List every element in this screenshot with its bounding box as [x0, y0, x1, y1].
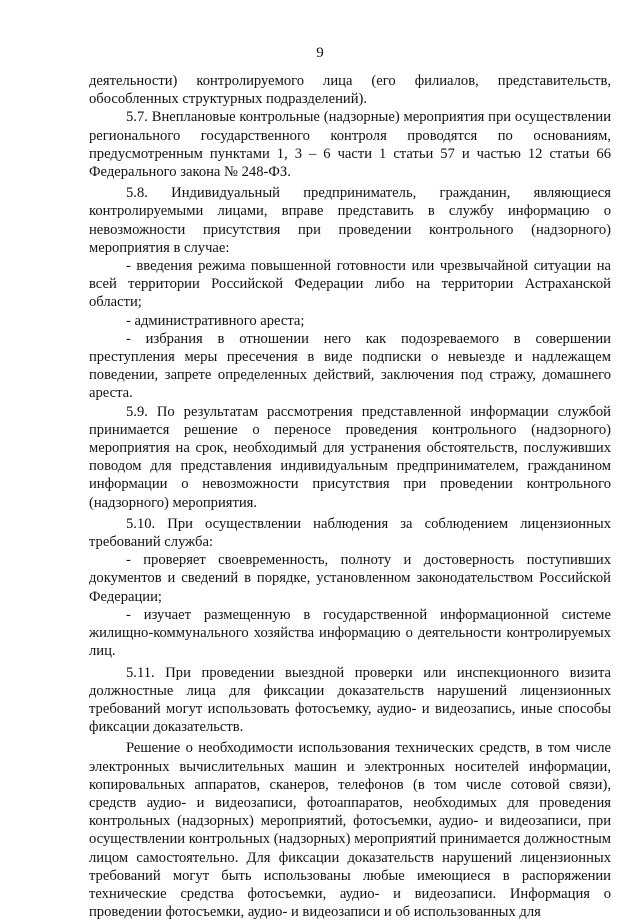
paragraph-5-7: 5.7. Внеплановые контрольные (надзорные) мероприятия при осуществлении регионального государственного контроля проводятся по основаниям, предусмотренным пунктами 1, 3 – 6 части 1 статьи 57 и частью 12 статьи 66 Федерального закона № 248-ФЗ. [89, 109, 611, 181]
paragraph-5-8: 5.8. Индивидуальный предприниматель, гражданин, являющиеся контролируемыми лицами, вправе представить в службу информацию о невозможности присутствия при проведении контрольного (надзорного) мероприятия в случае: [89, 185, 611, 256]
document-body [89, 72, 611, 921]
paragraph-5-11: 5.11. При проведении выездной проверки или инспекционного визита должностные лица для фиксации доказательств нарушений лицензионных требований могут использовать фотосъемку, аудио- и видеозапись, иные способы фиксации доказательств. [89, 664, 611, 736]
list-item-arrest: - административного ареста; [126, 312, 305, 329]
paragraph-5-10: 5.10. При осуществлении наблюдения за соблюдением лицензионных требований служба: [89, 515, 611, 551]
page-number: 9 [316, 45, 324, 61]
list-item-emergency: - введения режима повышенной готовности или чрезвычайной ситуации на всей территории Российской Федерации либо на территории Астраханской области; [89, 258, 611, 311]
paragraph-technical-means: Решение о необходимости использования технических средств, в том числе электронных вычислительных машин и электронных носителей информации, копировальных аппаратов, сканеров, телефонов (в том числе сотовой связи), средств аудио- и видеозаписи, фотоаппаратов, необходимых для проведения контрольных (надзорных) мероприятий, фотосъемки, аудио- и видеозаписи, при осуществлении контрольных (надзорных) мероприятий принимается должностным лицом самостоятельно. Для фиксации доказательств нарушений лицензионных требований могут быть использованы любые имеющиеся в распоряжении технические средства фотосъемки, аудио- и видеозаписи. Информация о проведении фотосъемки, аудио- и видеозаписи и об использованных для [89, 740, 611, 921]
paragraph-continuation: деятельности) контролируемого лица (его филиалов, представительств, обособленных структурных подразделений). [89, 73, 611, 108]
list-item-checks-documents: - проверяет своевременность, полноту и достоверность поступивших документов и сведений в порядке, установленном законодательством Российской Федерации; [89, 552, 611, 605]
paragraph-5-9: 5.9. По результатам рассмотрения представленной информации службой принимается решение о переносе проведения контрольного (надзорного) мероприятия на срок, необходимый для устранения обстоятельств, послуживших поводом для представления индивидуальным предпринимателем, гражданином информации о невозможности присутствия при проведении контрольного (надзорного) мероприятия. [89, 403, 611, 511]
list-item-studies-information: - изучает размещенную в государственной информационной системе жилищно-коммунального хозяйства информацию о деятельности контролируемых лиц. [89, 606, 611, 660]
list-item-preventive-measure: - избрания в отношении него как подозреваемого в совершении преступления меры пресечения в виде подписки о невыезде и надлежащем поведении, запрете определенных действий, заключения под стражу, домашнего ареста. [89, 330, 611, 402]
